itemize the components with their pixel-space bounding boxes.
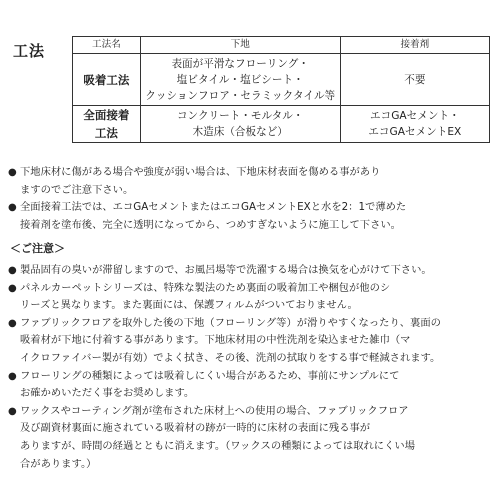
method-table xyxy=(72,36,490,143)
note-line: 下地床材に傷がある場合や強度が弱い場合は、下地床材表面を傷める事があり xyxy=(20,166,381,178)
base-line: 塩ビタイル・塩ビシート・ xyxy=(176,73,304,86)
note-line: 合があります。） xyxy=(20,457,97,470)
section-title: 工法 xyxy=(13,42,46,60)
bullet-icon: ● xyxy=(8,167,17,178)
note-line: パネルカーペットシリーズは、特殊な製法のため裏面の吸着加工や梱包が他のシ xyxy=(20,281,391,294)
note-line: 吸着材が下地に付着する事があります。下地床材用の中性洗剤を染込ませた雑巾（マ xyxy=(20,334,411,347)
note-line: ありますが、時間の経過とともに消えます。（ワックスの種類によっては取れにくい場 xyxy=(20,439,415,452)
bullet-icon: ● xyxy=(8,405,17,417)
base-cell xyxy=(140,54,340,106)
method-name xyxy=(73,106,141,143)
note-line: 製品固有の臭いが滞留しますので、お風呂場等で洗濯する場合は換気を心がけて下さい。 xyxy=(20,264,432,276)
list-item xyxy=(8,280,494,315)
note-line: お確かめいただく事をお奨めします。 xyxy=(20,387,195,400)
note-line: リーズと異なります。また裏面には、保護フィルムがついておりません。 xyxy=(20,299,358,312)
bullet-icon: ● xyxy=(8,202,17,214)
bullet-icon: ● xyxy=(8,317,17,329)
adhesive-line: 不要 xyxy=(404,73,426,86)
method-name: 吸着工法 xyxy=(73,54,141,106)
bullet-icon: ● xyxy=(8,265,17,276)
table-header-row xyxy=(73,37,490,54)
list-item xyxy=(8,262,494,280)
list-item xyxy=(8,368,494,403)
adhesive-line: エコGAセメント・ xyxy=(370,110,460,122)
header-base: 下地 xyxy=(140,37,340,54)
base-cell xyxy=(140,106,340,143)
list-item xyxy=(8,164,494,199)
header-method: 工法名 xyxy=(73,37,141,54)
method-notes xyxy=(8,164,494,234)
base-line: 木造床（合板など） xyxy=(192,126,288,138)
list-item xyxy=(8,403,494,473)
note-line: フローリングの種類によっては吸着しにくい場合があるため、事前にサンプルにて xyxy=(20,369,400,382)
bullet-icon: ● xyxy=(8,370,17,382)
list-item xyxy=(8,199,494,234)
caution-notes xyxy=(8,262,494,473)
adhesive-cell xyxy=(340,106,489,143)
notes-heading: ＜ご注意＞ xyxy=(10,242,65,255)
base-line: 表面が平滑なフローリング・ xyxy=(171,57,309,70)
method-name-line: 工法 xyxy=(94,126,118,140)
note-line: 接着剤を塗布後、完全に透明になってから、つめすぎないように施工して下さい。 xyxy=(20,218,401,231)
note-line: 及び副資材裏面に施されている吸着材の跡が一時的に床材の表面に残る事が xyxy=(20,422,371,435)
method-name-line: 全面接着 xyxy=(83,108,130,122)
table-row xyxy=(73,54,490,106)
note-line: ワックスやコーティング剤が塗布された床材上への使用の場合、ファブリックフロア xyxy=(20,404,409,417)
note-line: イクロファイバー製が有効）でよく拭き、その後、洗剤の拭取りをする事で軽減されます。 xyxy=(20,351,441,364)
note-line: 全面接着工法では、エコGAセメントまたはエコGAセメントEXと水を2：1で薄めた xyxy=(20,201,407,214)
header-adhesive: 接着剤 xyxy=(340,37,489,54)
adhesive-cell xyxy=(340,54,489,106)
table-row xyxy=(73,106,490,143)
list-item xyxy=(8,315,494,368)
note-line: ファブリックフロアを取外した後の下地（フローリング等）が滑りやすくなったり、裏面の xyxy=(20,316,441,329)
adhesive-line: エコGAセメントEX xyxy=(368,126,462,138)
note-line: ますのでご注意下さい。 xyxy=(20,183,134,196)
bullet-icon: ● xyxy=(8,282,17,294)
base-line: コンクリート・モルタル・ xyxy=(176,110,304,122)
base-line: クッションフロア・セラミックタイル等 xyxy=(145,89,336,102)
